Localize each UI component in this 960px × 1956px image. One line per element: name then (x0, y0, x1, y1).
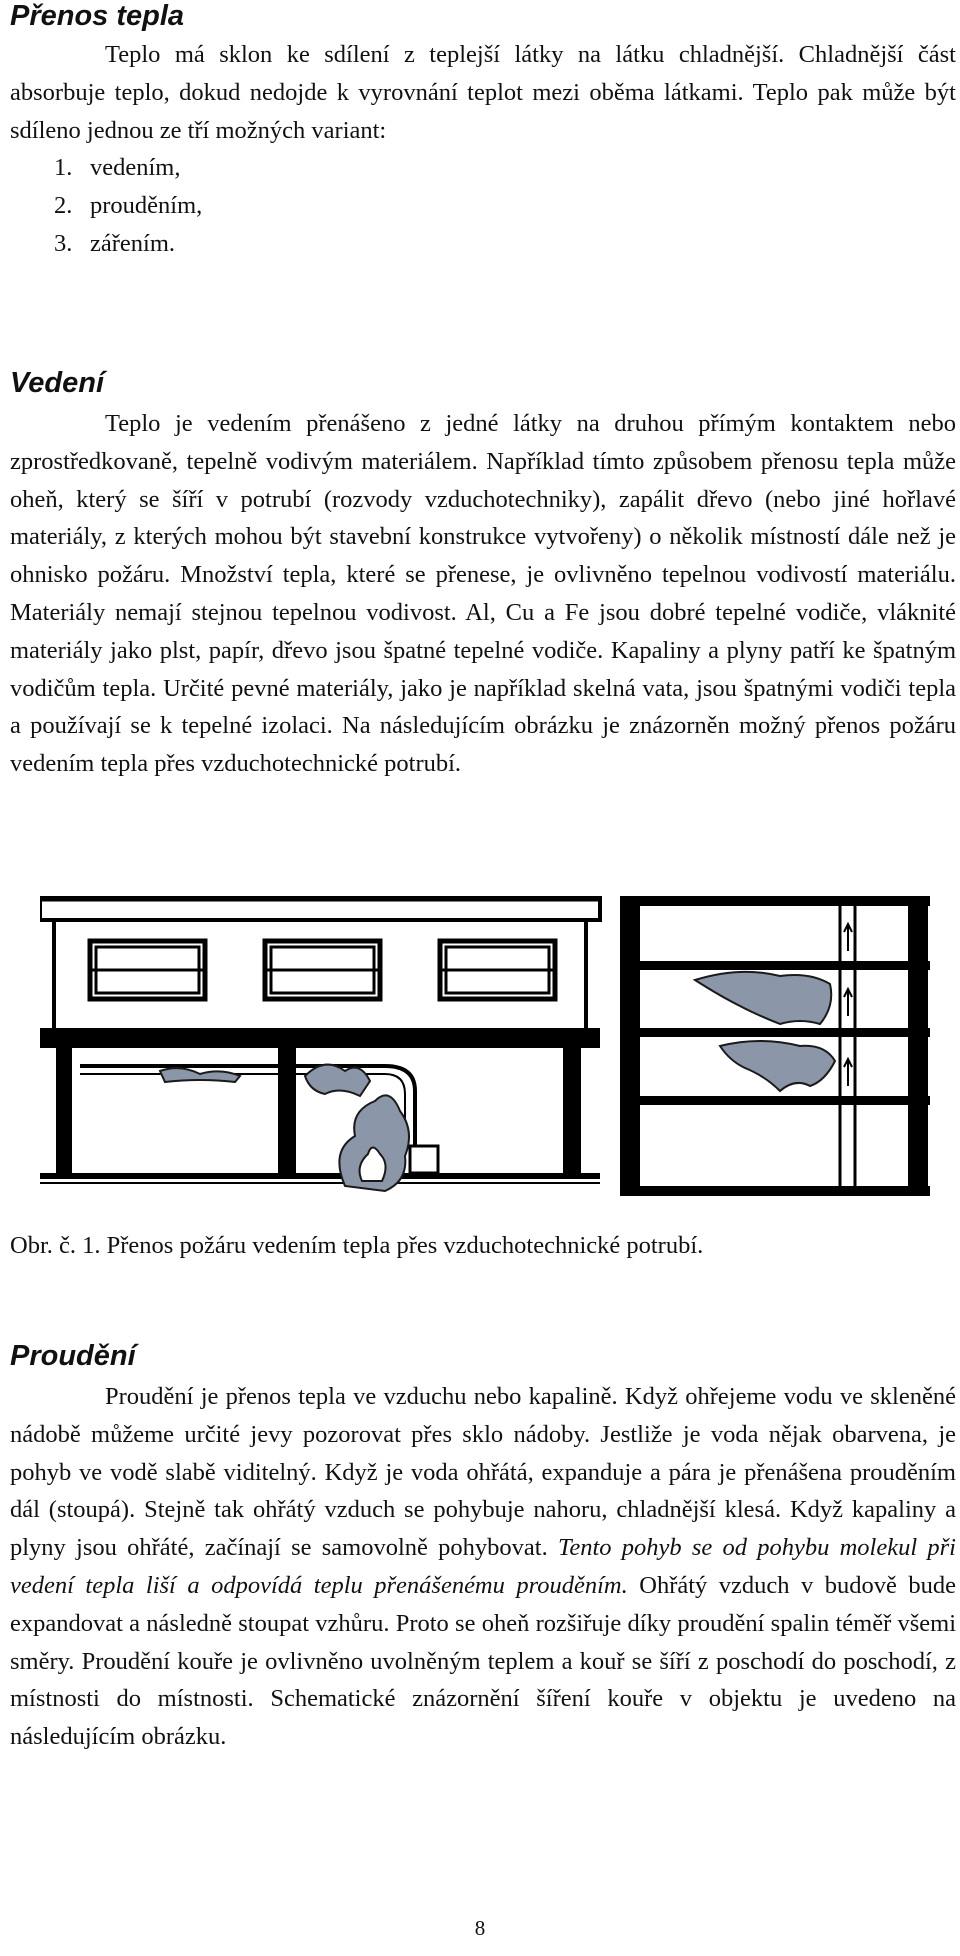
figure-duct-fire-spread (40, 896, 935, 1214)
paragraph-convection (10, 1378, 956, 1756)
figure-caption: Obr. č. 1. Přenos požáru vedením tepla přes vzduchotechnické potrubí. (10, 1232, 704, 1259)
paragraph-conduction (10, 405, 956, 783)
page-number: 8 (474, 1916, 486, 1940)
heading-conduction: Vedení (10, 367, 105, 399)
paragraph-convection-text-1: Proudění je přenos tepla ve vzduchu nebo kapalině. Když ohřejeme vodu ve skleněné nádobě můžeme určité jevy pozorovat přes sklo nádoby. Jestliže je voda nějak obarvena, je pohyb ve vodě slabě viditelný. Když je voda ohřátá, expanduje a pára je přenášena prouděním dál (stoupá). Stejně tak ohřátý vzduch se pohybuje nahoru, chladnější klesá. Když kapaliny a plyny jsou ohřáté, začínají se samovolně pohybovat. (10, 1383, 956, 1562)
transfer-modes-list (54, 149, 202, 262)
list-item: 2. prouděním, (54, 191, 203, 219)
paragraph-conduction-text: Teplo je vedením přenášeno z jedné látky na druhou přímým kontaktem nebo zprostředkovaně, tepelně vodivým materiálem. Například tímto způsobem přenosu tepla může oheň, který se šíří v potrubí (rozvody vzduchotechniky), zapálit dřevo (nebo jiné hořlavé materiály, z kterých mohou být stavební konstrukce vytvořeny) o několik místností dále než je ohnisko požáru. Množství tepla, které se přenese, je ovlivněno tepelnou vodivostí materiálu. Materiály nemají stejnou tepelnou vodivost. Al, Cu a Fe jsou dobré tepelné vodiče, vláknité materiály jako plst, papír, dřevo jsou špatné tepelné vodiče. Kapaliny a plyny patří ke špatným vodičům tepla. Určité pevné materiály, jako je například skelná vata, jsou špatnými vodiči tepla a používají se k tepelné izolaci. Na následujícím obrázku je znázorněn možný přenos požáru vedením tepla přes vzduchotechnické potrubí. (10, 410, 956, 778)
heading-convection: Proudění (10, 1340, 136, 1372)
paragraph-convection-italic: Tento pohyb se od pohybu molekul při vedení tepla liší a odpovídá teplu přenášenému prouděním. (10, 1534, 956, 1599)
paragraph-heat-transfer (10, 36, 956, 149)
paragraph-heat-transfer-text: Teplo má sklon ke sdílení z teplejší látky na látku chladnější. Chladnější část absorbuje teplo, dokud nedojde k vyrovnání teplot mezi oběma látkami. Teplo pak může být sdíleno jednou ze tří možných variant: (10, 41, 956, 144)
list-item: 3. zářením. (54, 229, 176, 257)
list-item: 1. vedením, (54, 154, 181, 181)
heading-heat-transfer: Přenos tepla (10, 0, 185, 32)
building-section-drawing (40, 898, 600, 1183)
paragraph-convection-text-2: Ohřátý vzduch v budově bude expandovat a následně stoupat vzhůru. Proto se oheň rozšiřuje díky proudění spalin téměř všemi směry. Proudění kouře je ovlivněno uvolněným teplem a kouř se šíří z poschodí do poschodí, z místnosti do místnosti. Schematické znázornění šíření kouře v objektu je uvedeno na následujícím obrázku. (10, 1571, 956, 1751)
